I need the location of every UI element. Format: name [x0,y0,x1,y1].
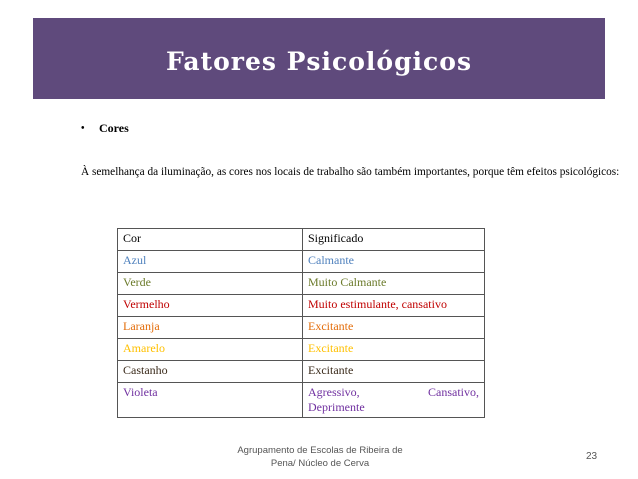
meaning-cell: Muito estimulante, cansativo [303,295,485,317]
page-number: 23 [586,451,598,462]
table-row [118,273,485,295]
meaning-cell: Excitante [303,361,485,383]
color-name-cell: Violeta [118,383,303,418]
table-row [118,251,485,273]
table-row [118,317,485,339]
meaning-part-cansativo: Cansativo, [428,385,479,399]
color-name-cell: Castanho [118,361,303,383]
table-row [118,383,485,418]
meaning-cell [303,383,485,418]
meaning-cell: Calmante [303,251,485,273]
meaning-line-1 [308,385,479,400]
footer-line-1: Agrupamento de Escolas de Ribeira de [237,445,403,456]
header-significado: Significado [303,229,485,251]
table-header-row [118,229,485,251]
footer-line-2: Pena/ Núcleo de Cerva [270,458,370,469]
color-name-cell: Azul [118,251,303,273]
bullet-item [81,121,129,136]
footer-school [220,444,420,470]
table-row [118,339,485,361]
meaning-cell: Excitante [303,339,485,361]
slide-title: Fatores Psicológicos [165,47,473,76]
meaning-part-agressivo: Agressivo, [308,385,360,399]
intro-paragraph: À semelhança da iluminação, as cores nos locais de trabalho são também importantes, porque têm efeitos psicológicos: [81,166,620,178]
color-meaning-table [117,228,485,418]
bullet-icon: • [81,123,85,134]
table-row [118,361,485,383]
color-name-cell: Vermelho [118,295,303,317]
table-row [118,295,485,317]
color-name-cell: Verde [118,273,303,295]
color-name-cell: Amarelo [118,339,303,361]
meaning-part-deprimente: Deprimente [308,400,365,414]
bullet-text: Cores [99,121,129,135]
meaning-cell: Muito Calmante [303,273,485,295]
color-name-cell: Laranja [118,317,303,339]
header-cor: Cor [118,229,303,251]
title-band [33,18,605,99]
meaning-cell: Excitante [303,317,485,339]
